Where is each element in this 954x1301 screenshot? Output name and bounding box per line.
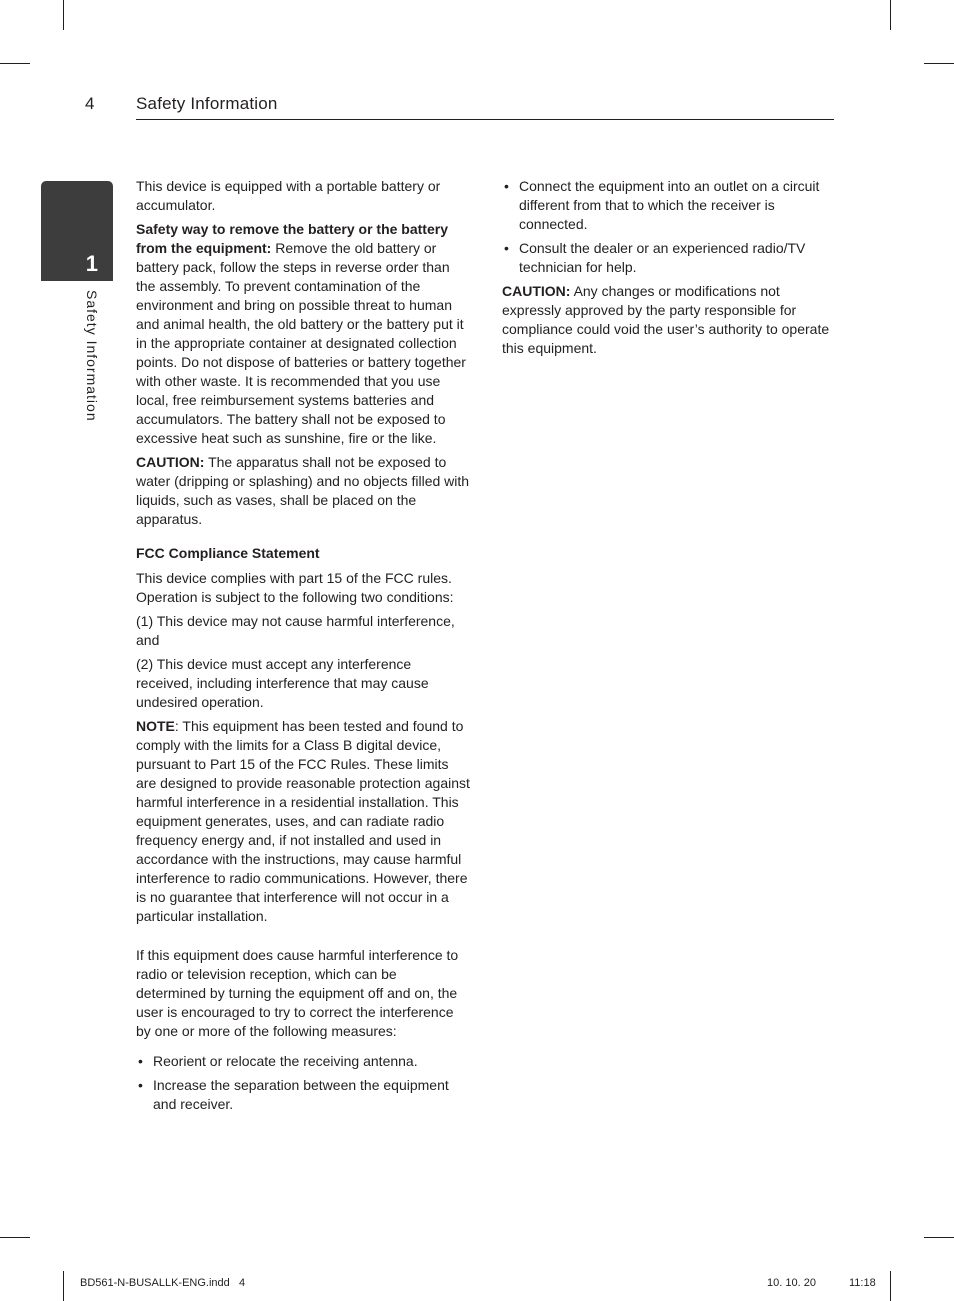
page-title: Safety Information <box>136 94 278 113</box>
fcc-intro: This device complies with part 15 of the FCC rules. Operation is subject to the following two conditions: <box>136 570 454 605</box>
footer-filename: BD561-N-BUSALLK-ENG.indd 4 <box>80 1277 246 1289</box>
measures-list <box>136 1052 470 1114</box>
bullet-icon: • <box>504 240 509 256</box>
crop-mark <box>924 1237 954 1238</box>
list-item-text: Connect the equipment into an outlet on a circuit different from that to which the receiver is connected. <box>519 178 820 232</box>
chapter-label: Safety Information <box>84 290 100 422</box>
list-item <box>502 177 832 234</box>
left-column <box>136 177 470 1119</box>
fcc-heading: FCC Compliance Statement <box>136 545 320 561</box>
chapter-number: 1 <box>85 251 98 276</box>
header-divider <box>136 119 834 120</box>
battery-text: Remove the old battery or battery pack, follow the steps in reverse order than the assembly. To prevent contamination of the environment and bring on possible threat to human and animal health, the old battery or the battery put it in the appropriate container at designated collection points. Do not dispose of batteries or battery together with other waste. It is recommended that you use local, free reimbursement systems batteries and accumulators. The battery shall not be exposed to excessive heat such as sunshine, fire or the like. <box>136 240 466 446</box>
caution-label: CAUTION: <box>136 454 205 470</box>
caution-label: CAUTION: <box>502 283 571 299</box>
list-item <box>136 1076 470 1114</box>
list-item-text: Reorient or relocate the receiving antenna. <box>153 1053 418 1069</box>
crop-mark <box>63 1271 64 1301</box>
note-label: NOTE <box>136 718 175 734</box>
note-paragraph <box>136 717 470 926</box>
crop-mark <box>0 63 30 64</box>
condition-2: (2) This device must accept any interference received, including interference that may cause undesired operation. <box>136 656 429 710</box>
intro-paragraph: This device is equipped with a portable battery or accumulator. <box>136 178 441 213</box>
crop-mark <box>890 0 891 30</box>
caution-text: Any changes or modifications not expressly approved by the party responsible for compliance could void the user’s authority to operate this equipment. <box>502 283 830 356</box>
crop-mark <box>63 0 64 30</box>
bullet-icon: • <box>138 1053 143 1069</box>
battery-paragraph <box>136 220 470 448</box>
list-item <box>502 239 832 277</box>
list-item <box>136 1052 470 1071</box>
footer-date: 10. 10. 20 <box>767 1277 816 1289</box>
list-item-text: Increase the separation between the equipment and receiver. <box>153 1077 449 1112</box>
bullet-icon: • <box>138 1077 143 1093</box>
crop-mark <box>0 1237 30 1238</box>
caution-paragraph <box>136 453 470 529</box>
crop-mark <box>924 63 954 64</box>
battery-heading: Safety way to remove the battery or the battery from the equipment: <box>136 221 448 256</box>
note-text: : This equipment has been tested and found to comply with the limits for a Class B digital device, pursuant to Part 15 of the FCC Rules. These limits are designed to provide reasonable protection against harmful interference in a residential installation. This equipment generates, uses, and can radiate radio frequency energy and, if not installed and used in accordance with the instructions, may cause harmful interference to radio communications. However, there is no guarantee that interference will not occur in a particular installation. <box>136 718 470 924</box>
condition-1: (1) This device may not cause harmful interference, and <box>136 613 455 648</box>
page-number: 4 <box>85 94 95 113</box>
interference-paragraph: If this equipment does cause harmful interference to radio or television reception, which can be determined by turning the equipment off and on, the user is encouraged to try to correct the interference by one or more of the following measures: <box>136 947 459 1039</box>
chapter-tab <box>41 181 113 281</box>
crop-mark <box>890 1271 891 1301</box>
bullet-icon: • <box>504 178 509 194</box>
caution-paragraph <box>502 282 832 358</box>
list-item-text: Consult the dealer or an experienced radio/TV technician for help. <box>519 240 806 275</box>
footer-time: 11:18 <box>849 1277 876 1289</box>
caution-text: The apparatus shall not be exposed to water (dripping or splashing) and no objects filled with liquids, such as vases, shall be placed on the apparatus. <box>136 454 470 527</box>
right-column <box>502 177 832 363</box>
measures-list-continued <box>502 177 832 277</box>
